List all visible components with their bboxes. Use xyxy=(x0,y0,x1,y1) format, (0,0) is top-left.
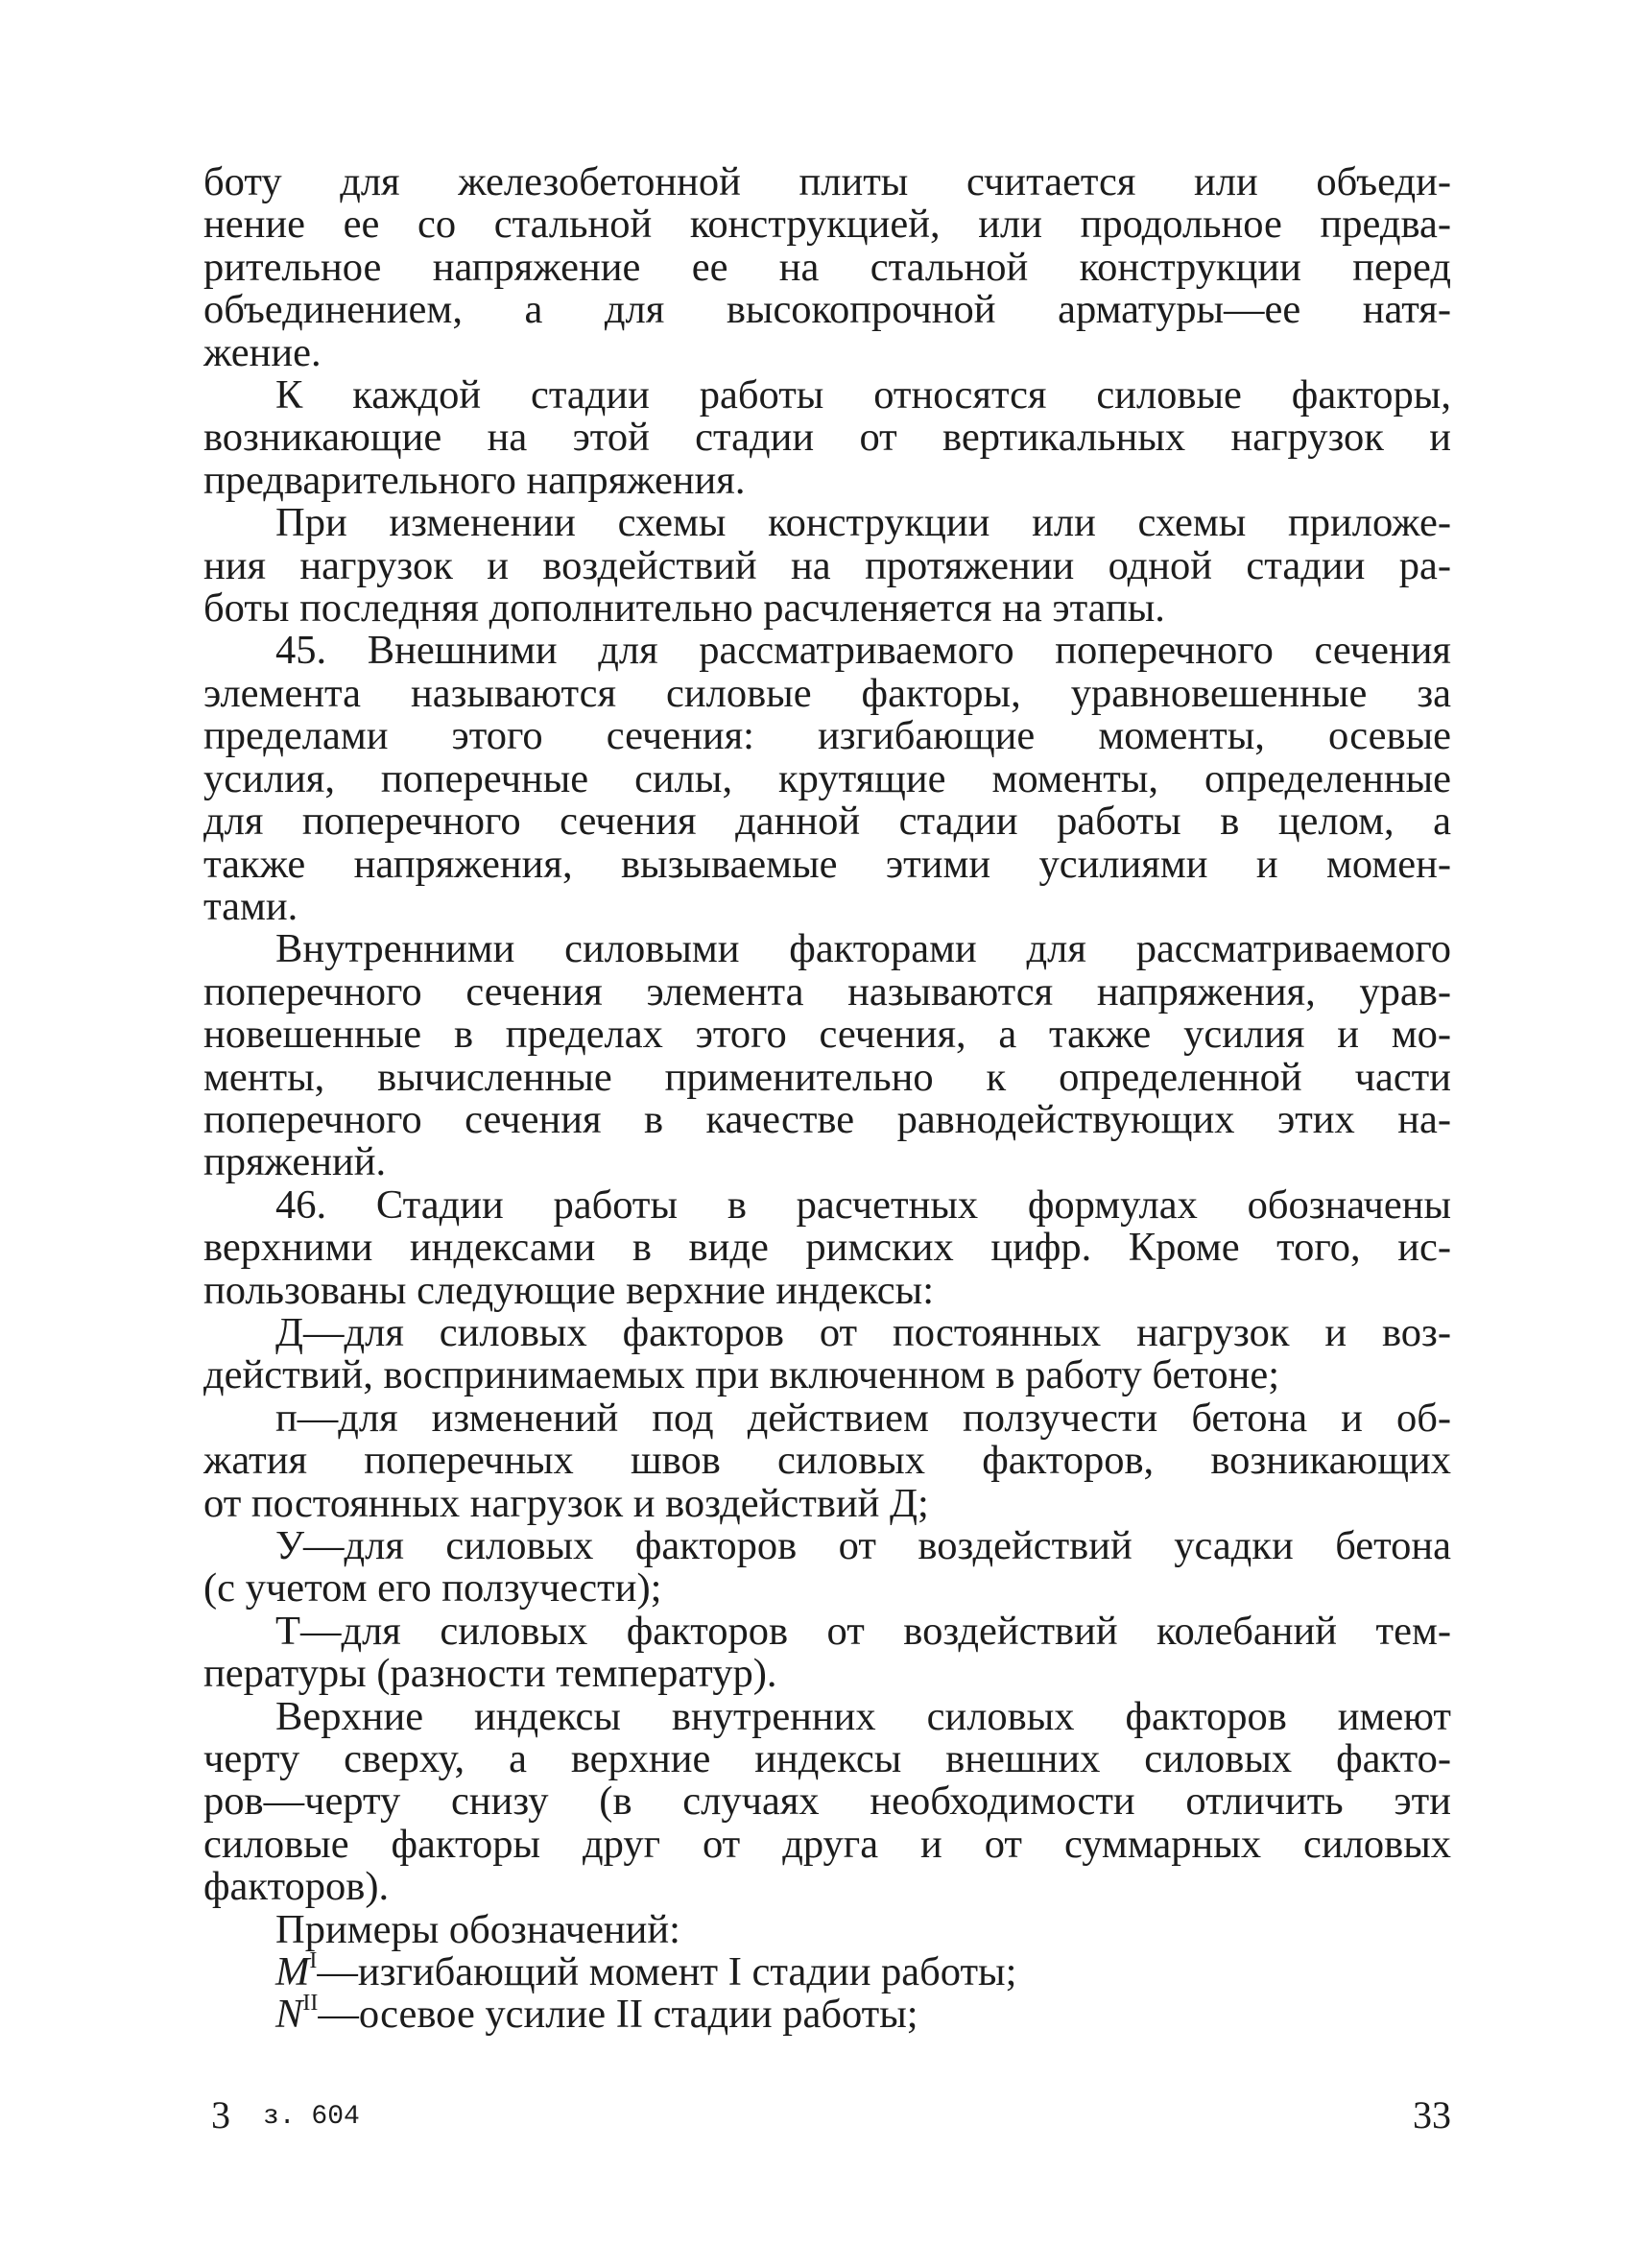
signature-mark: 3 xyxy=(211,2093,230,2137)
examples-block xyxy=(203,1906,1451,2038)
text-line: К каждой стадии работы относятся силовые факторы, xyxy=(275,372,1451,418)
paragraph xyxy=(203,1309,1451,1398)
text-line: У—для силовых факторов от воздействий усадки бетона xyxy=(275,1523,1451,1568)
page-body xyxy=(203,161,1451,2037)
text-line: рительное напряжение ее на стальной конструкции перед xyxy=(203,244,1451,290)
paragraph xyxy=(203,161,1451,374)
text-line: от постоянных нагрузок и воздействий Д; xyxy=(203,1480,929,1526)
text-line: факторов). xyxy=(203,1864,390,1910)
text-line: п—для изменений под действием ползучести бетона и об- xyxy=(275,1395,1451,1441)
text-line: действий, воспринимаемых при включенном в работу бетоне; xyxy=(203,1352,1280,1398)
text-line: ров—черту снизу (в случаях необходимости отличить эти xyxy=(203,1779,1451,1825)
text-line: пературы (разности температур). xyxy=(203,1651,777,1697)
text-line: ния нагрузок и воздействий на протяжении одной стадии ра- xyxy=(203,542,1451,588)
text-line: верхними индексами в виде римских цифр. Кроме того, ис- xyxy=(203,1225,1451,1271)
text-line: Д—для силовых факторов от постоянных нагрузок и воз- xyxy=(275,1309,1451,1355)
text-line: При изменении схемы конструкции или схемы приложе- xyxy=(275,500,1451,546)
examples-heading: Примеры обозначений: xyxy=(275,1906,680,1952)
text-line: пряжений. xyxy=(203,1139,387,1185)
paragraph xyxy=(203,1184,1451,1312)
order-number: з. 604 xyxy=(263,2102,360,2132)
text-line: пользованы следующие верхние индексы: xyxy=(203,1267,935,1313)
text-line: тами. xyxy=(203,883,298,929)
example-item xyxy=(275,1948,1451,1995)
text-line: силовые факторы друг от друга и от суммарных силовых xyxy=(203,1821,1451,1867)
paragraph xyxy=(203,928,1451,1183)
text-line: также напряжения, вызываемые этими усилиями и момен- xyxy=(203,841,1451,887)
text-line: Т—для силовых факторов от воздействий колебаний тем- xyxy=(275,1608,1451,1654)
text-line: для поперечного сечения данной стадии работы в целом, а xyxy=(203,799,1451,845)
text-line: черту сверху, а верхние индексы внешних силовых факто- xyxy=(203,1736,1451,1782)
example-index: I xyxy=(309,1948,318,1974)
text-line: элемента называются силовые факторы, уравновешенные за xyxy=(203,670,1451,716)
text-line: объединением, а для высокопрочной арматуры—ее натя- xyxy=(203,287,1451,333)
text-line: Внутренними силовыми факторами для рассматриваемого xyxy=(275,926,1451,972)
text-line: менты, вычисленные применительно к определенной части xyxy=(203,1054,1451,1100)
example-text: —осевое усилие II стадии работы; xyxy=(318,1992,918,2038)
text-line: усилия, поперечные силы, крутящие моменты, определенные xyxy=(203,755,1451,801)
text-line: пределами этого сечения: изгибающие моменты, осевые xyxy=(203,713,1451,759)
text-line: поперечного сечения элемента называются напряжения, урав- xyxy=(203,968,1451,1015)
page-footer xyxy=(203,2092,1451,2140)
text-line: боту для железобетонной плиты считается или объеди- xyxy=(203,159,1451,204)
example-item xyxy=(275,1993,1451,2036)
paragraph xyxy=(203,630,1451,928)
text-line: Верхние индексы внутренних силовых факторов имеют xyxy=(275,1693,1451,1739)
page-number: 33 xyxy=(1413,2093,1451,2137)
paragraph xyxy=(203,1525,1451,1611)
paragraph xyxy=(203,1397,1451,1525)
example-text: —изгибающий момент I стадии работы; xyxy=(317,1949,1017,1995)
text-line: жение. xyxy=(203,329,322,375)
paragraph xyxy=(203,1608,1451,1697)
text-line: предварительного напряжения. xyxy=(203,457,746,503)
text-line: боты последняя дополнительно расчленяется на этапы. xyxy=(203,585,1165,632)
example-symbol: N xyxy=(275,1992,303,2038)
text-line: новешенные в пределах этого сечения, а также усилия и мо- xyxy=(203,1012,1451,1058)
text-line: 46. Стадии работы в расчетных формулах обозначены xyxy=(275,1182,1451,1228)
paragraph xyxy=(203,502,1451,630)
text-line: поперечного сечения в качестве равнодействующих этих на- xyxy=(203,1096,1451,1142)
example-symbol: M xyxy=(275,1949,310,1995)
paragraph xyxy=(203,374,1451,502)
text-line: возникающие на этой стадии от вертикальных нагрузок и xyxy=(203,415,1451,461)
paragraph xyxy=(203,1693,1451,1910)
example-index: II xyxy=(302,1991,319,2017)
text-line: нение ее со стальной конструкцией, или продольное предва- xyxy=(203,202,1451,248)
text-line: жатия поперечных швов силовых факторов, возникающих xyxy=(203,1438,1451,1484)
text-line: 45. Внешними для рассматриваемого поперечного сечения xyxy=(275,628,1451,674)
text-line: (с учетом его ползучести); xyxy=(203,1565,662,1611)
